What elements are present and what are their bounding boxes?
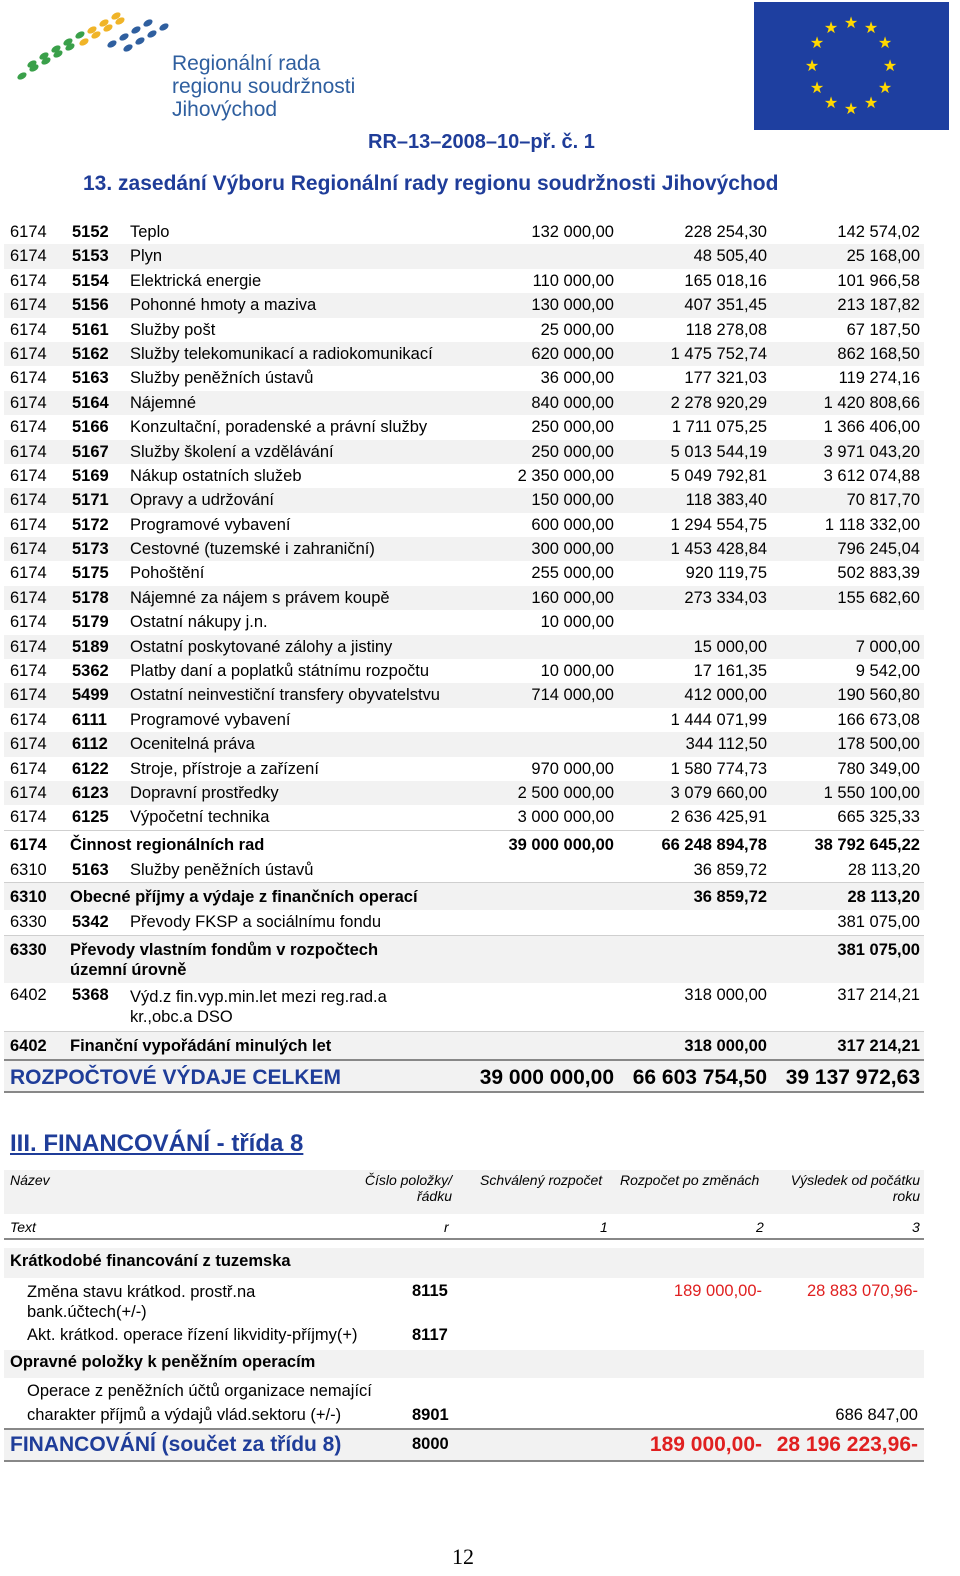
table-row: [4, 513, 924, 537]
approved-budget-cell: 110 000,00: [532, 271, 614, 290]
result-cell: 190 560,80: [837, 686, 920, 705]
paragraph-cell: 6174: [10, 296, 47, 315]
table-row: [4, 757, 924, 781]
item-name-cell: Programové vybavení: [130, 515, 291, 534]
result-cell: 3 612 074,88: [823, 466, 920, 485]
logo-text: [172, 52, 355, 121]
item-name-cell: Služby telekomunikací a radiokomunikací: [130, 344, 433, 363]
budget-after-changes-cell: 118 278,08: [685, 320, 767, 339]
item-name-cell: Služby pošt: [130, 320, 216, 339]
item-code-cell: 5166: [72, 418, 109, 437]
item-name-cell: Konzultační, poradenské a právní služby: [130, 418, 428, 437]
item-name-cell: Ostatní poskytované zálohy a jistiny: [130, 637, 393, 656]
budget-after-changes-cell: 412 000,00: [684, 686, 767, 705]
table-row: [4, 805, 924, 829]
svg-text:★: ★: [804, 56, 820, 75]
table-row: [4, 1059, 924, 1093]
item-name-cell: Nájemné: [130, 393, 197, 412]
table-row: [4, 561, 924, 585]
item-name-cell: Činnost regionálních rad: [70, 835, 265, 854]
table-row: [4, 293, 924, 317]
item-name-cell: Opravy a udržování: [130, 491, 274, 510]
svg-text:★: ★: [823, 93, 839, 112]
budget-after-changes-cell: 1 580 774,73: [670, 759, 767, 778]
table-row: [4, 935, 924, 983]
paragraph-cell: 6174: [10, 662, 47, 681]
approved-budget-cell: 39 000 000,00: [479, 1065, 614, 1089]
result-cell: 862 168,50: [837, 344, 920, 363]
item-code-cell: 5167: [72, 442, 109, 461]
financing-header-index-row: [4, 1214, 924, 1240]
item-name-cell: Plyn: [130, 247, 163, 266]
paragraph-cell: 6174: [10, 442, 47, 461]
approved-budget-cell: 150 000,00: [531, 491, 614, 510]
paragraph-cell: 6174: [10, 686, 47, 705]
item-code-cell: 5161: [72, 320, 109, 339]
result-cell: 119 274,16: [838, 369, 920, 388]
section-title: Opravné položky k peněžním operacím: [10, 1353, 316, 1371]
paragraph-cell: 6330: [10, 913, 47, 932]
table-row: [4, 318, 924, 342]
item-after-changes: 189 000,00-: [673, 1282, 762, 1300]
budget-after-changes-cell: 36 859,72: [693, 888, 767, 907]
item-name-line: Operace z peněžních účtů organizace nemající: [27, 1382, 372, 1400]
approved-budget-cell: 250 000,00: [531, 418, 614, 437]
result-cell: 28 113,20: [847, 860, 920, 879]
approved-budget-cell: 300 000,00: [531, 540, 614, 559]
result-cell: 178 500,00: [837, 735, 920, 754]
svg-text:★: ★: [823, 18, 839, 37]
table-row: [4, 635, 924, 659]
table-row: [4, 781, 924, 805]
budget-after-changes-cell: 1 711 075,25: [671, 418, 767, 437]
item-number: 8901: [412, 1406, 449, 1424]
item-name-cell: Nájemné za nájem s právem koupě: [130, 588, 390, 607]
table-row: [4, 366, 924, 390]
paragraph-cell: 6174: [10, 759, 47, 778]
budget-after-changes-cell: 66 248 894,78: [661, 835, 767, 854]
header-name: Název: [10, 1172, 50, 1188]
svg-text:★: ★: [843, 99, 859, 118]
header-number: Číslo položky/řádku: [364, 1172, 452, 1204]
item-code-cell: 5189: [72, 637, 109, 656]
paragraph-cell: 6402: [10, 1036, 47, 1055]
result-cell: 142 574,02: [837, 223, 920, 241]
approved-budget-cell: 2 500 000,00: [517, 783, 614, 802]
table-row: [4, 464, 924, 488]
page-header: [0, 0, 960, 210]
result-cell: 70 817,70: [846, 491, 920, 510]
table-row: [4, 910, 924, 934]
table-row: [4, 659, 924, 683]
approved-budget-cell: 130 000,00: [531, 296, 614, 315]
budget-after-changes-cell: 318 000,00: [684, 1036, 767, 1055]
paragraph-cell: 6310: [10, 860, 47, 879]
item-name-cell: Dopravní prostředky: [130, 783, 279, 802]
svg-text:★: ★: [863, 93, 879, 112]
page-number: 12: [452, 1544, 474, 1569]
financing-table: [4, 1170, 924, 1462]
paragraph-cell: 6402: [10, 985, 47, 1004]
item-name-cell: ROZPOČTOVÉ VÝDAJE CELKEM: [10, 1065, 341, 1089]
regional-council-logo-icon: [12, 6, 172, 86]
result-cell: 39 137 972,63: [785, 1065, 920, 1089]
svg-text:★: ★: [809, 33, 825, 52]
paragraph-cell: 6174: [10, 808, 47, 827]
item-code-cell: 5368: [72, 985, 109, 1004]
approved-budget-cell: 2 350 000,00: [517, 466, 614, 485]
result-cell: 67 187,50: [846, 320, 920, 339]
result-cell: 317 214,21: [837, 1036, 920, 1055]
item-name-cell: Služby školení a vzdělávání: [130, 442, 334, 461]
paragraph-cell: 6174: [10, 735, 47, 754]
approved-budget-cell: 10 000,00: [540, 662, 614, 681]
financing-total-row: [4, 1428, 924, 1462]
item-code-cell: 6112: [72, 735, 108, 754]
budget-after-changes-cell: 17 161,35: [693, 662, 767, 681]
table-row: [4, 858, 924, 882]
item-name-cell: Služby peněžních ústavů: [130, 369, 314, 388]
table-row: [4, 708, 924, 732]
paragraph-cell: 6174: [10, 613, 47, 632]
item-name-cell: Platby daní a poplatků státnímu rozpočtu: [130, 662, 430, 681]
item-name-cell: Finanční vypořádání minulých let: [70, 1036, 332, 1055]
paragraph-cell: 6174: [10, 835, 47, 854]
result-cell: 25 168,00: [846, 247, 920, 266]
budget-after-changes-cell: 15 000,00: [693, 637, 767, 656]
table-row: [4, 537, 924, 561]
paragraph-cell: 6174: [10, 320, 47, 339]
paragraph-cell: 6174: [10, 418, 47, 437]
result-cell: 166 673,08: [837, 710, 920, 729]
result-cell: 502 883,39: [837, 564, 920, 583]
approved-budget-cell: 36 000,00: [540, 369, 614, 388]
item-name: Akt. krátkod. operace řízení likvidity-příjmy(+): [27, 1326, 358, 1344]
item-code-cell: 5154: [72, 271, 109, 290]
approved-budget-cell: 970 000,00: [531, 759, 614, 778]
paragraph-cell: 6174: [10, 564, 47, 583]
logo-line: regionu soudržnosti: [172, 75, 356, 98]
item-code-cell: 5499: [72, 686, 109, 705]
approved-budget-cell: 600 000,00: [531, 515, 614, 534]
budget-after-changes-cell: 1 444 071,99: [670, 710, 767, 729]
financing-section-row: [4, 1248, 924, 1278]
paragraph-cell: 6174: [10, 710, 47, 729]
table-row: [4, 269, 924, 293]
budget-after-changes-cell: 5 013 544,19: [670, 442, 767, 461]
item-code-cell: 5171: [72, 491, 109, 510]
item-name-cell: Obecné příjmy a výdaje z finančních operací: [70, 888, 418, 907]
header-text: Text: [10, 1219, 36, 1235]
header-approved: Schválený rozpočet: [480, 1172, 603, 1188]
budget-after-changes-cell: 2 278 920,29: [670, 393, 767, 412]
paragraph-cell: 6174: [10, 393, 47, 412]
header-2: 2: [756, 1219, 764, 1235]
item-code-cell: 6125: [72, 808, 109, 827]
result-cell: 9 542,00: [855, 662, 920, 681]
svg-text:★: ★: [809, 78, 825, 97]
item-name-cell: Stroje, přístroje a zařízení: [130, 759, 319, 778]
approved-budget-cell: 132 000,00: [531, 223, 614, 241]
approved-budget-cell: 714 000,00: [531, 686, 614, 705]
approved-budget-cell: 39 000 000,00: [508, 835, 614, 854]
table-row: [4, 1031, 924, 1059]
header-r: r: [444, 1219, 449, 1235]
budget-after-changes-cell: 36 859,72: [693, 860, 767, 879]
result-cell: 796 245,04: [837, 540, 920, 559]
item-code-cell: 5178: [72, 588, 109, 607]
result-cell: 665 325,33: [837, 808, 920, 827]
table-row: [4, 983, 924, 1031]
session-title: 13. zasedání Výboru Regionální rady regionu soudržnosti Jihovýchod: [83, 172, 779, 195]
table-row: [4, 415, 924, 439]
result-cell: 381 075,00: [837, 940, 920, 959]
item-name-cell: Služby peněžních ústavů: [130, 860, 314, 879]
item-code-cell: 5362: [72, 662, 109, 681]
financing-title: III. FINANCOVÁNÍ - třída 8: [10, 1130, 304, 1157]
item-code-cell: 5163: [72, 860, 109, 879]
approved-budget-cell: 620 000,00: [531, 344, 614, 363]
table-row: [4, 342, 924, 366]
item-code-cell: 5163: [72, 369, 109, 388]
total-name: FINANCOVÁNÍ (součet za třídu 8): [10, 1433, 342, 1456]
budget-after-changes-cell: 1 294 554,75: [670, 515, 767, 534]
item-name-cell: Výd.z fin.vyp.min.let mezi reg.rad.a kr.,obc.a DSO: [130, 987, 387, 1026]
total-number: 8000: [412, 1435, 449, 1453]
approved-budget-cell: 840 000,00: [531, 393, 614, 412]
item-code-cell: 5156: [72, 296, 109, 315]
budget-after-changes-cell: 1 475 752,74: [670, 344, 767, 363]
financing-section-row: [4, 1350, 924, 1378]
budget-after-changes-cell: 66 603 754,50: [632, 1065, 767, 1089]
table-row: [4, 882, 924, 910]
paragraph-cell: 6174: [10, 247, 47, 266]
table-row: [4, 683, 924, 707]
budget-after-changes-cell: 177 321,03: [684, 369, 767, 388]
header-1: 1: [600, 1219, 608, 1235]
item-code-cell: 5342: [72, 913, 109, 932]
budget-after-changes-cell: 407 351,45: [684, 296, 767, 315]
result-cell: 780 349,00: [837, 759, 920, 778]
item-code-cell: 5179: [72, 613, 109, 632]
result-cell: 213 187,82: [837, 296, 920, 315]
budget-after-changes-cell: 273 334,03: [684, 588, 767, 607]
budget-after-changes-cell: 118 383,40: [685, 491, 767, 510]
budget-after-changes-cell: 228 254,30: [684, 223, 767, 241]
item-code-cell: 5169: [72, 466, 109, 485]
budget-after-changes-cell: 2 636 425,91: [670, 808, 767, 827]
item-name: Změna stavu krátkod. prostř.na bank.účtech(+/-): [27, 1283, 256, 1321]
item-code-cell: 6111: [72, 710, 107, 729]
result-cell: 101 966,58: [837, 271, 920, 290]
total-result: 28 196 223,96-: [776, 1433, 918, 1456]
table-row: [4, 440, 924, 464]
item-name-cell: Převody vlastním fondům v rozpočtech územní úrovně: [70, 940, 379, 979]
result-cell: 155 682,60: [837, 588, 920, 607]
paragraph-cell: 6310: [10, 888, 47, 907]
svg-text:★: ★: [877, 33, 893, 52]
financing-item-row: [4, 1278, 924, 1324]
table-row: [4, 488, 924, 512]
header-result: Výsledek od počátku roku: [790, 1172, 920, 1204]
svg-text:★: ★: [863, 18, 879, 37]
document-code: RR–13–2008–10–př. č. 1: [368, 131, 595, 153]
item-name-cell: Pohonné hmoty a maziva: [130, 296, 317, 315]
svg-text:★: ★: [877, 78, 893, 97]
item-name-cell: Ostatní nákupy j.n.: [130, 613, 268, 632]
result-cell: 38 792 645,22: [814, 835, 920, 854]
eu-flag-icon: [754, 2, 949, 130]
item-code-cell: 6123: [72, 783, 109, 802]
budget-after-changes-cell: 165 018,16: [684, 271, 767, 290]
result-cell: 381 075,00: [837, 913, 920, 932]
financing-header-row: [4, 1170, 924, 1214]
approved-budget-cell: 10 000,00: [540, 613, 614, 632]
result-cell: 1 550 100,00: [823, 783, 920, 802]
result-cell: 3 971 043,20: [823, 442, 920, 461]
total-after-changes: 189 000,00-: [649, 1433, 762, 1456]
svg-text:★: ★: [882, 56, 898, 75]
paragraph-cell: 6174: [10, 369, 47, 388]
logo-line: Regionální rada: [172, 52, 321, 75]
table-row: [4, 830, 924, 858]
svg-text:★: ★: [843, 13, 859, 32]
approved-budget-cell: 255 000,00: [531, 564, 614, 583]
item-result: 686 847,00: [835, 1406, 918, 1424]
approved-budget-cell: 160 000,00: [531, 588, 614, 607]
budget-after-changes-cell: 3 079 660,00: [670, 783, 767, 802]
paragraph-cell: 6174: [10, 540, 47, 559]
result-cell: 1 118 332,00: [824, 515, 920, 534]
paragraph-cell: 6174: [10, 271, 47, 290]
header-3: 3: [912, 1219, 920, 1235]
logo-line: Jihovýchod: [172, 98, 278, 121]
item-code-cell: 5172: [72, 515, 109, 534]
paragraph-cell: 6174: [10, 466, 47, 485]
item-code-cell: 5152: [72, 223, 109, 241]
financing-item-row: [4, 1324, 924, 1350]
item-name-cell: Elektrická energie: [130, 271, 262, 290]
section-title: Krátkodobé financování z tuzemska: [10, 1252, 291, 1270]
item-name-cell: Programové vybavení: [130, 710, 291, 729]
paragraph-cell: 6174: [10, 515, 47, 534]
paragraph-cell: 6174: [10, 637, 47, 656]
budget-after-changes-cell: 1 453 428,84: [670, 540, 767, 559]
table-row: [4, 610, 924, 634]
budget-after-changes-cell: 318 000,00: [684, 985, 767, 1004]
result-cell: 1 420 808,66: [823, 393, 920, 412]
budget-after-changes-cell: 920 119,75: [685, 564, 767, 583]
item-name-cell: Teplo: [130, 223, 170, 241]
item-code-cell: 5173: [72, 540, 109, 559]
item-name-cell: Ostatní neinvestiční transfery obyvatelstvu: [130, 686, 440, 705]
budget-after-changes-cell: 5 049 792,81: [670, 466, 767, 485]
item-number: 8117: [412, 1326, 448, 1344]
result-cell: 1 366 406,00: [823, 418, 920, 437]
budget-after-changes-cell: 48 505,40: [693, 247, 767, 266]
item-code-cell: 5153: [72, 247, 109, 266]
item-name-cell: Ocenitelná práva: [130, 735, 255, 754]
table-row: [4, 732, 924, 756]
budget-after-changes-cell: 344 112,50: [685, 735, 767, 754]
item-name-cell: Převody FKSP a sociálnímu fondu: [130, 913, 381, 932]
approved-budget-cell: 3 000 000,00: [517, 808, 614, 827]
table-row: [4, 220, 924, 244]
expenditure-table: [4, 220, 924, 1093]
item-code-cell: 5162: [72, 344, 109, 363]
item-name-cell: Pohoštění: [130, 564, 205, 583]
paragraph-cell: 6174: [10, 588, 47, 607]
financing-item-row: [4, 1378, 924, 1428]
result-cell: 7 000,00: [855, 637, 920, 656]
item-code-cell: 5164: [72, 393, 109, 412]
item-name-cell: Výpočetní technika: [130, 808, 270, 827]
table-row: [4, 244, 924, 268]
paragraph-cell: 6174: [10, 223, 47, 241]
table-row: [4, 586, 924, 610]
paragraph-cell: 6174: [10, 783, 47, 802]
approved-budget-cell: 25 000,00: [540, 320, 614, 339]
item-name-cell: Nákup ostatních služeb: [130, 466, 302, 485]
item-code-cell: 6122: [72, 759, 109, 778]
item-result: 28 883 070,96-: [806, 1282, 918, 1300]
header-after-changes: Rozpočet po změnách: [620, 1172, 760, 1188]
item-name-cell: Cestovné (tuzemské i zahraniční): [130, 540, 375, 559]
item-number: 8115: [412, 1282, 448, 1300]
paragraph-cell: 6330: [10, 940, 47, 959]
paragraph-cell: 6174: [10, 491, 47, 510]
item-name-line: charakter příjmů a výdajů vlád.sektoru (+/-): [27, 1406, 342, 1424]
paragraph-cell: 6174: [10, 344, 47, 363]
result-cell: 28 113,20: [847, 888, 920, 907]
table-row: [4, 391, 924, 415]
approved-budget-cell: 250 000,00: [531, 442, 614, 461]
item-code-cell: 5175: [72, 564, 109, 583]
result-cell: 317 214,21: [837, 985, 920, 1004]
